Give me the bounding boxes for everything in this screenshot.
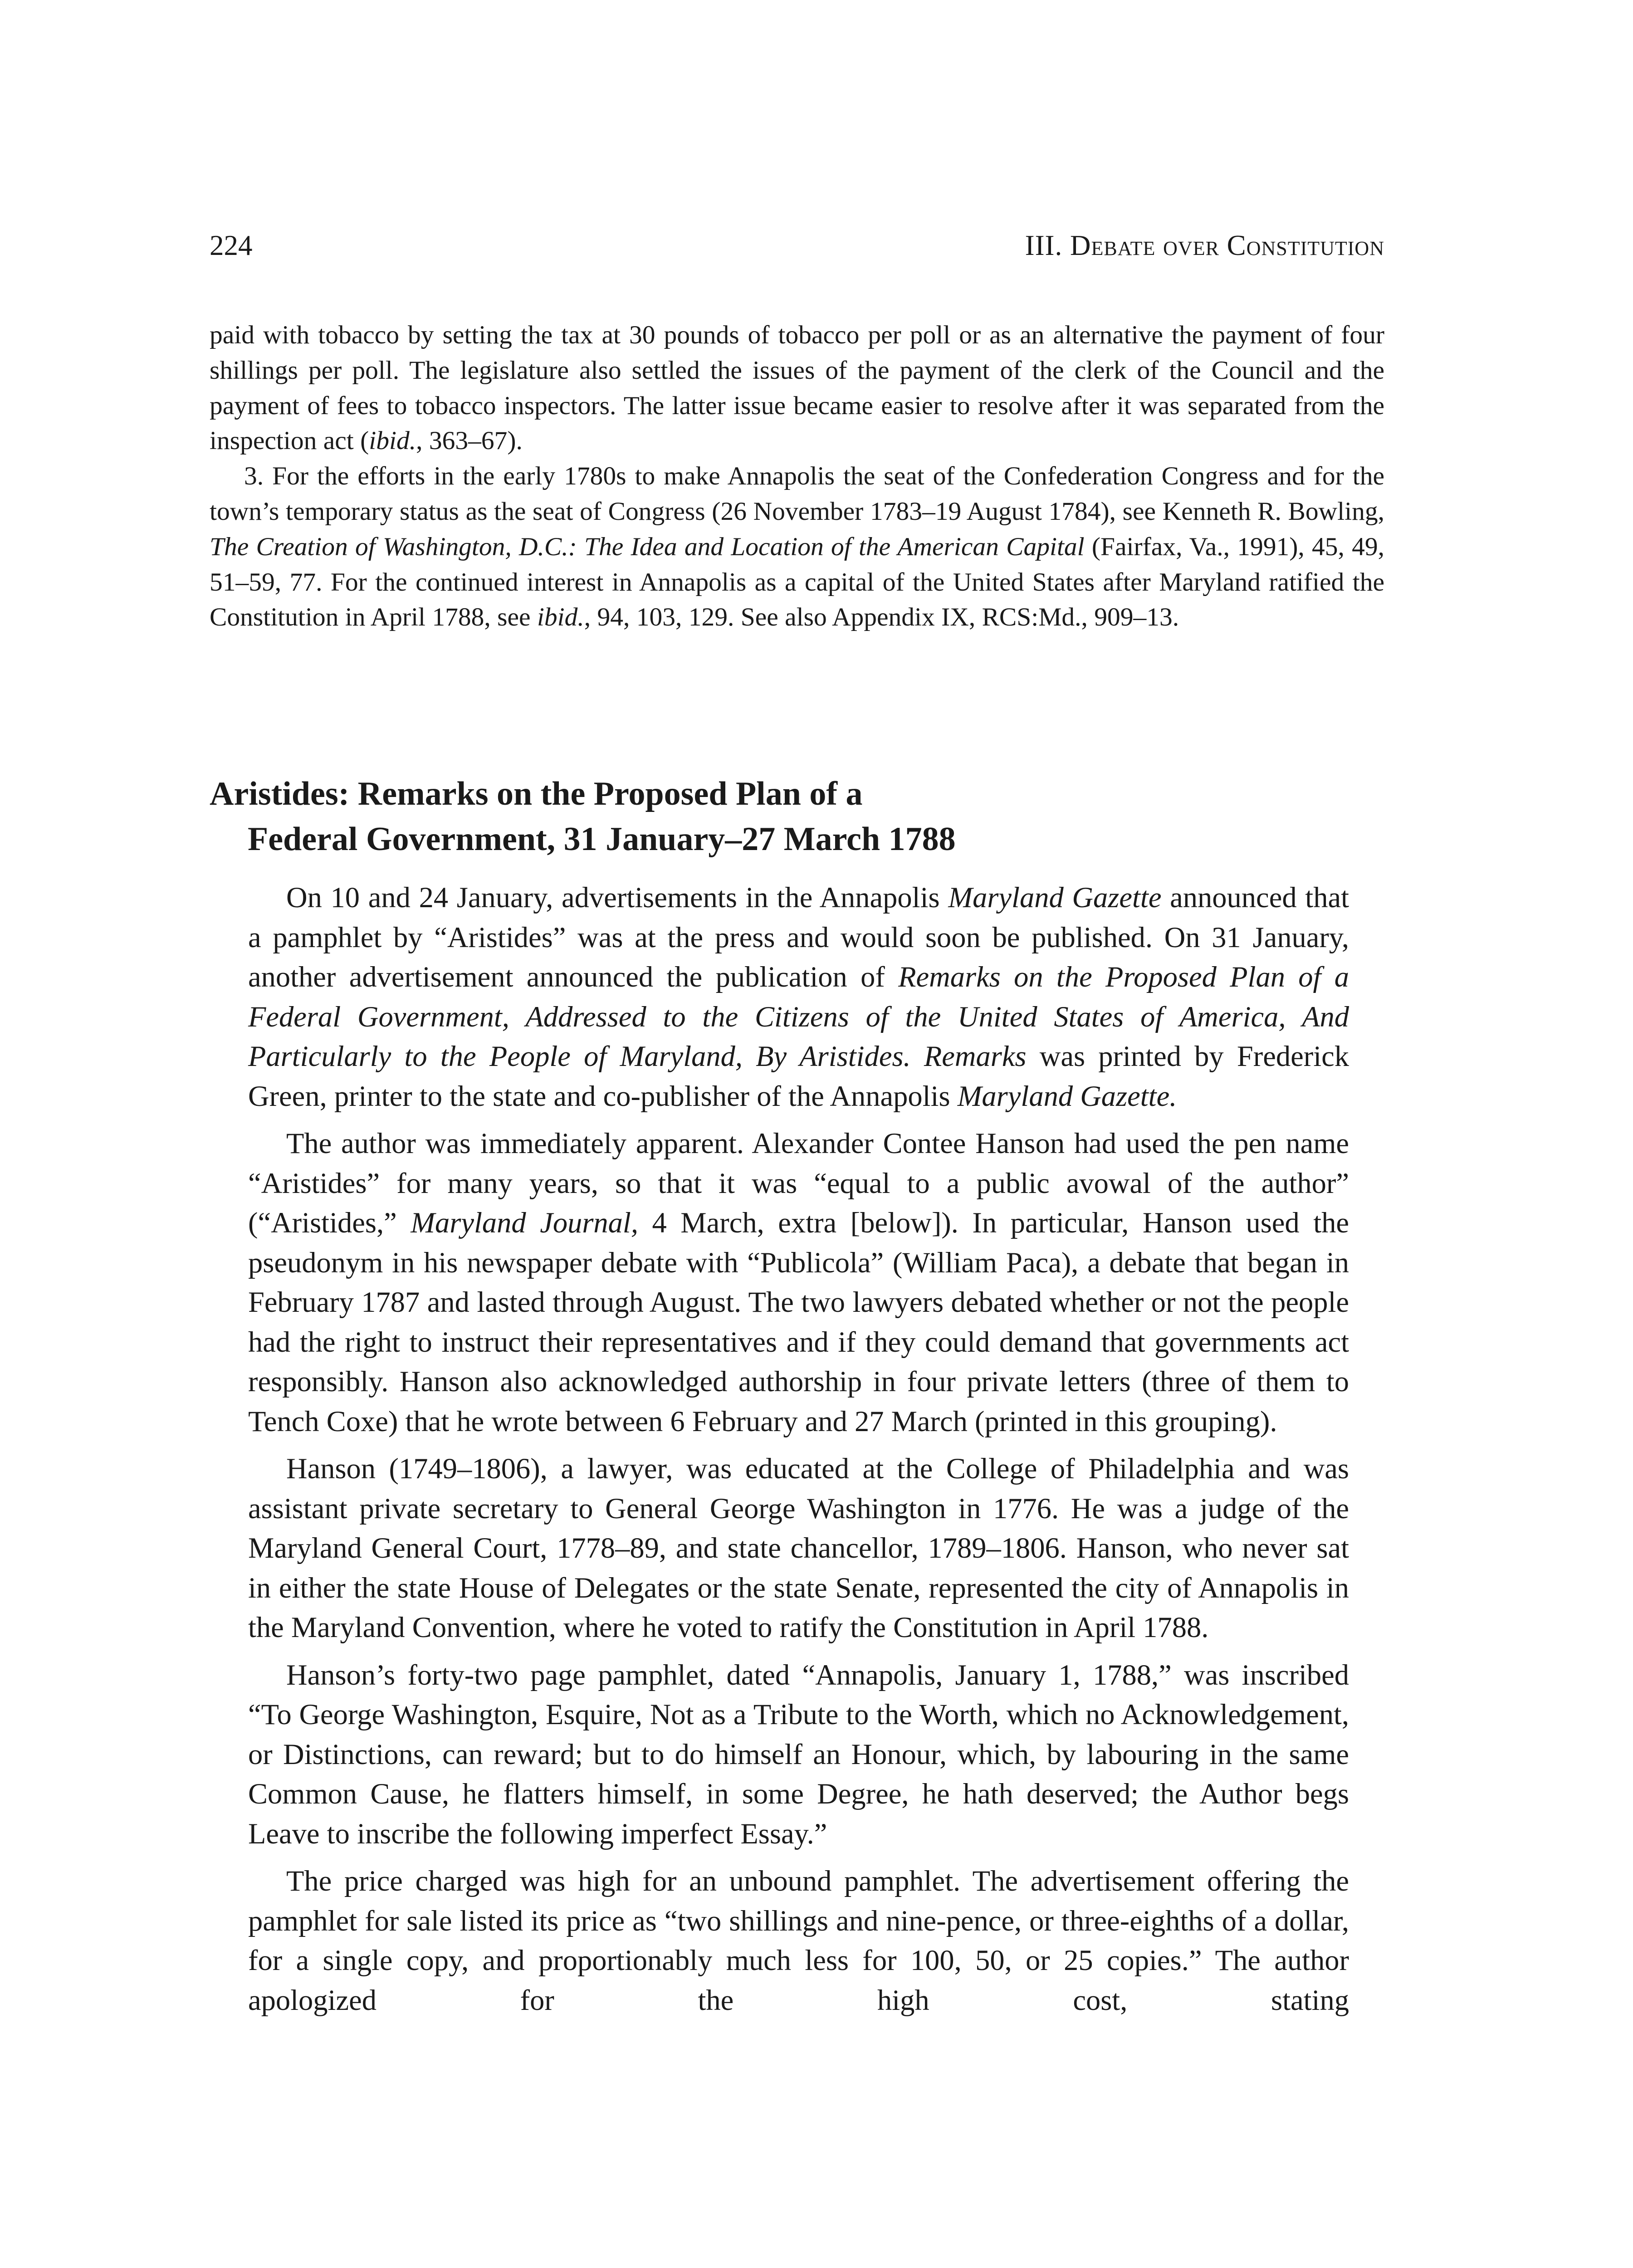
headnote-paragraph-2: The author was immediately apparent. Alexander Contee Hanson had used the pen name “Aristides” for many years, so that it was “equal to a public avowal of the author” (“Aristides,” Maryland Journal, 4 March, extra [below]). In particular, Hanson used the pseudonym in his newspaper debate with “Publicola” (William Paca), a debate that began in February 1787 and lasted through August. The two lawyers debated whether or not the people had the right to instruct their representatives and if they could demand that governments act responsibly. Hanson also acknowledged authorship in four private letters (three of them to Tench Coxe) that he wrote between 6 February and 27 March (printed in this grouping). bbox=[248, 1127, 1349, 1437]
page-number: 224 bbox=[210, 230, 253, 261]
section-heading-line-1: Aristides: Remarks on the Proposed Plan of a bbox=[210, 775, 863, 812]
note-3: 3. For the efforts in the early 1780s to make Annapolis the seat of the Confederation Congress and for the town’s temporary status as the seat of Congress (26 November 1783–19 August 1784), see Kenneth R. Bowling, The Creation of Washington, D.C.: The Idea and Location of the American Capital (Fairfax, Va., 1991), 45, 49, 51–59, 77. For the continued interest in Annapolis as a capital of the United States after Maryland ratified the Constitution in April 1788, see ibid., 94, 103, 129. See also Appendix IX, RCS:Md., 909–13. bbox=[210, 462, 1384, 632]
headnote bbox=[248, 878, 1349, 2028]
section-heading bbox=[210, 771, 1384, 862]
note-2-continuation: paid with tobacco by setting the tax at 30 pounds of tobacco per poll or as an alternative the payment of four shillings per poll. The legislature also settled the issues of the payment of the clerk of the Council and the payment of fees to tobacco inspectors. The latter issue became easier to resolve after it was separated from the inspection act (ibid., 363–67). bbox=[210, 321, 1384, 455]
section-heading-line-2: Federal Government, 31 January–27 March 1788 bbox=[248, 821, 956, 858]
headnote-paragraph-5: The price charged was high for an unbound pamphlet. The advertisement offering the pamphlet for sale listed its price as “two shillings and nine-pence, or three-eighths of a dollar, for a single copy, and proportionably much less for 100, 50, or 25 copies.” The author apologized for the high cost, stating bbox=[248, 1865, 1349, 2016]
page-header bbox=[210, 229, 1384, 270]
headnote-paragraph-3: Hanson (1749–1806), a lawyer, was educated at the College of Philadelphia and was assistant private secretary to General George Washington in 1776. He was a judge of the Maryland General Court, 1778–89, and state chancellor, 1789–1806. Hanson, who never sat in either the state House of Delegates or the state Senate, represented the city of Annapolis in the Maryland Convention, where he voted to ratify the Constitution in April 1788. bbox=[248, 1452, 1349, 1643]
endnotes bbox=[210, 318, 1384, 635]
headnote-paragraph-1: On 10 and 24 January, advertisements in the Annapolis Maryland Gazette announced that a pamphlet by “Aristides” was at the press and would soon be published. On 31 January, another advertisement announced the publication of Remarks on the Proposed Plan of a Federal Government, Addressed to the Citizens of the United States of America, And Particularly to the People of Maryland, By Aristides. Remarks was printed by Frederick Green, printer to the state and co-publisher of the Annapolis Maryland Gazette. bbox=[248, 881, 1349, 1112]
headnote-paragraph-4: Hanson’s forty-two page pamphlet, dated “Annapolis, January 1, 1788,” was inscribed “To George Washington, Esquire, Not as a Tribute to the Worth, which no Acknowledgement, or Distinctions, can reward; but to do himself an Honour, which, by labouring in the same Common Cause, he flatters himself, in some Degree, he hath deserved; the Author begs Leave to inscribe the following imperfect Essay.” bbox=[248, 1658, 1349, 1850]
running-head: III. Debate over Constitution bbox=[1025, 230, 1384, 261]
